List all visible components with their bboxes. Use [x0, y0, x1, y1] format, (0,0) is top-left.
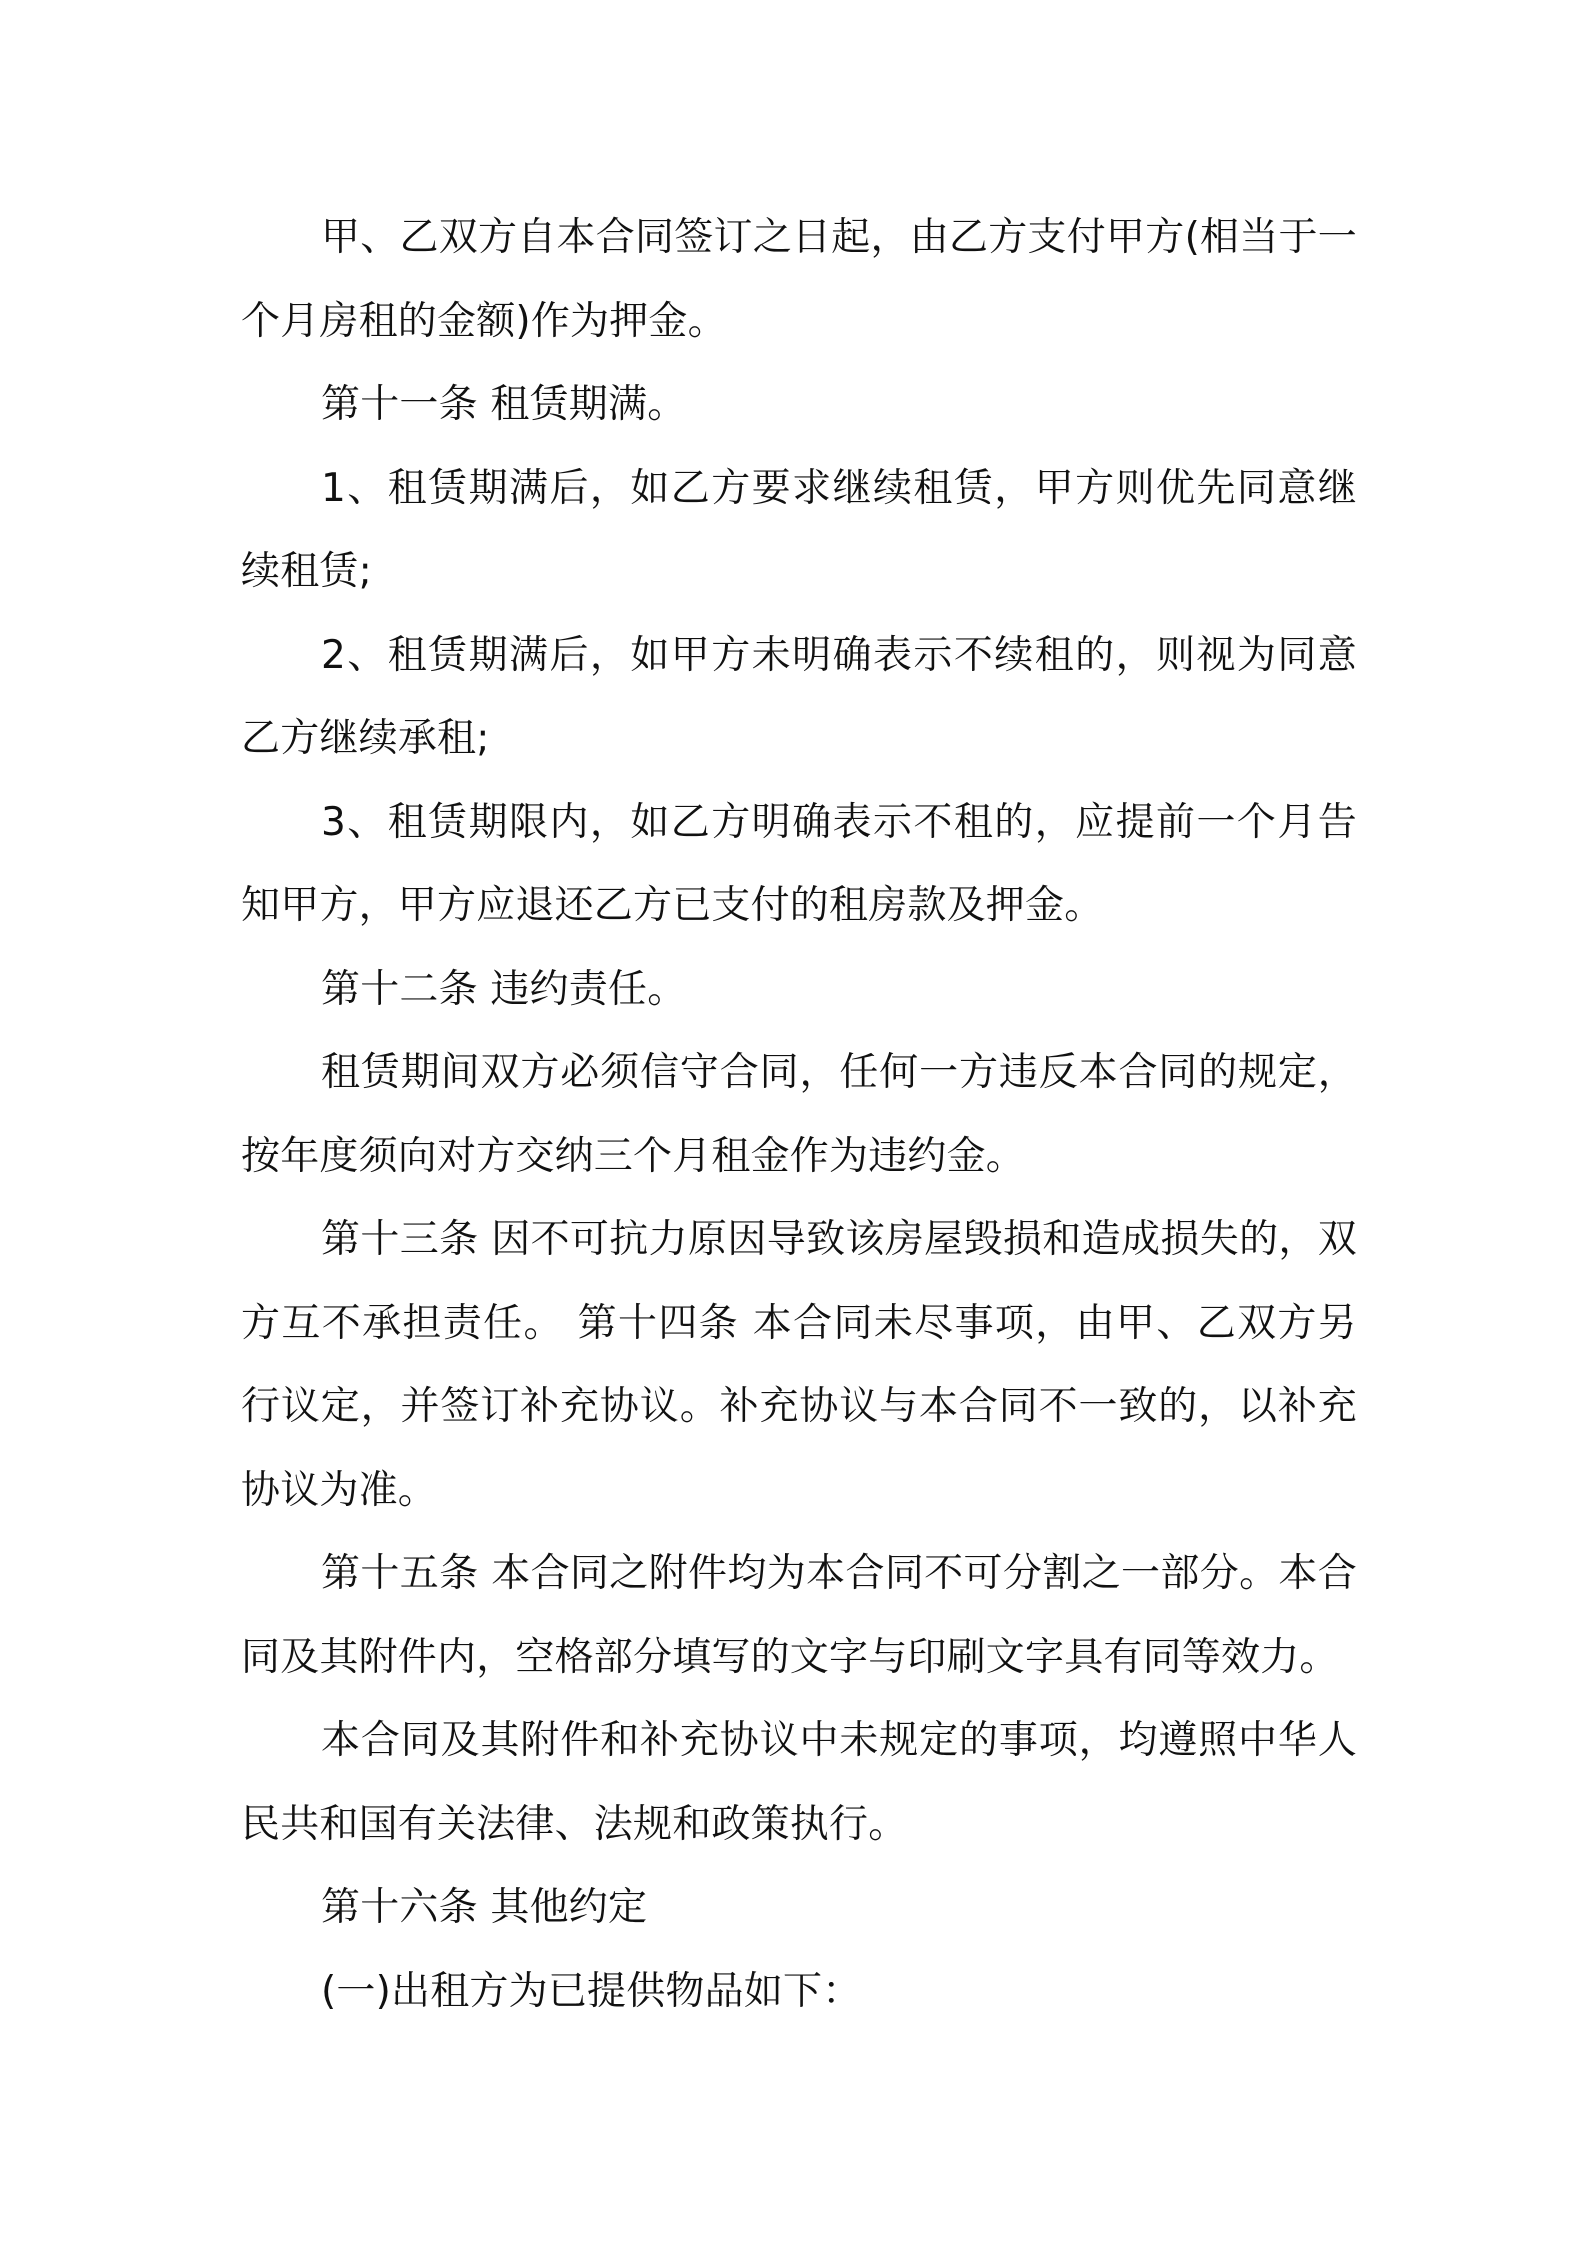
paragraph-deposit: 甲、乙双方自本合同签订之日起，由乙方支付甲方(相当于一个月房租的金额)作为押金。	[241, 215, 1357, 344]
paragraph-early-termination: 3、租赁期限内，如乙方明确表示不租的，应提前一个月告知甲方，甲方应退还乙方已支付的租房款及押金。	[241, 799, 1357, 928]
heading-article-16: 第十六条 其他约定	[321, 1885, 648, 1930]
paragraph-article-15: 第十五条 本合同之附件均为本合同不可分割之一部分。本合同及其附件内，空格部分填写的文字与印刷文字具有同等效力。	[241, 1551, 1357, 1680]
paragraph-renewal-priority: 1、租赁期满后，如乙方要求继续租赁，甲方则优先同意继续租赁;	[241, 465, 1357, 594]
heading-article-11: 第十一条 租赁期满。	[321, 382, 687, 427]
paragraph-items-provided: (一)出租方为已提供物品如下：	[321, 1968, 862, 2014]
heading-article-12: 第十二条 违约责任。	[321, 966, 687, 1012]
paragraph-implied-renewal: 2、租赁期满后，如甲方未明确表示不续租的，则视为同意乙方继续承租;	[241, 632, 1357, 761]
paragraph-breach-penalty: 租赁期间双方必须信守合同，任何一方违反本合同的规定，按年度须向对方交纳三个月租金作为违约金。	[241, 1050, 1357, 1179]
document-body	[241, 196, 1357, 2033]
paragraph-applicable-law: 本合同及其附件和补充协议中未规定的事项，均遵照中华人民共和国有关法律、法规和政策执行。	[241, 1718, 1357, 1847]
paragraph-articles-13-14: 第十三条 因不可抗力原因导致该房屋毁损和造成损失的，双方互不承担责任。 第十四条 本合同未尽事项，由甲、乙双方另行议定，并签订补充协议。补充协议与本合同不一致的，以补充协议为准。	[241, 1217, 1357, 1513]
